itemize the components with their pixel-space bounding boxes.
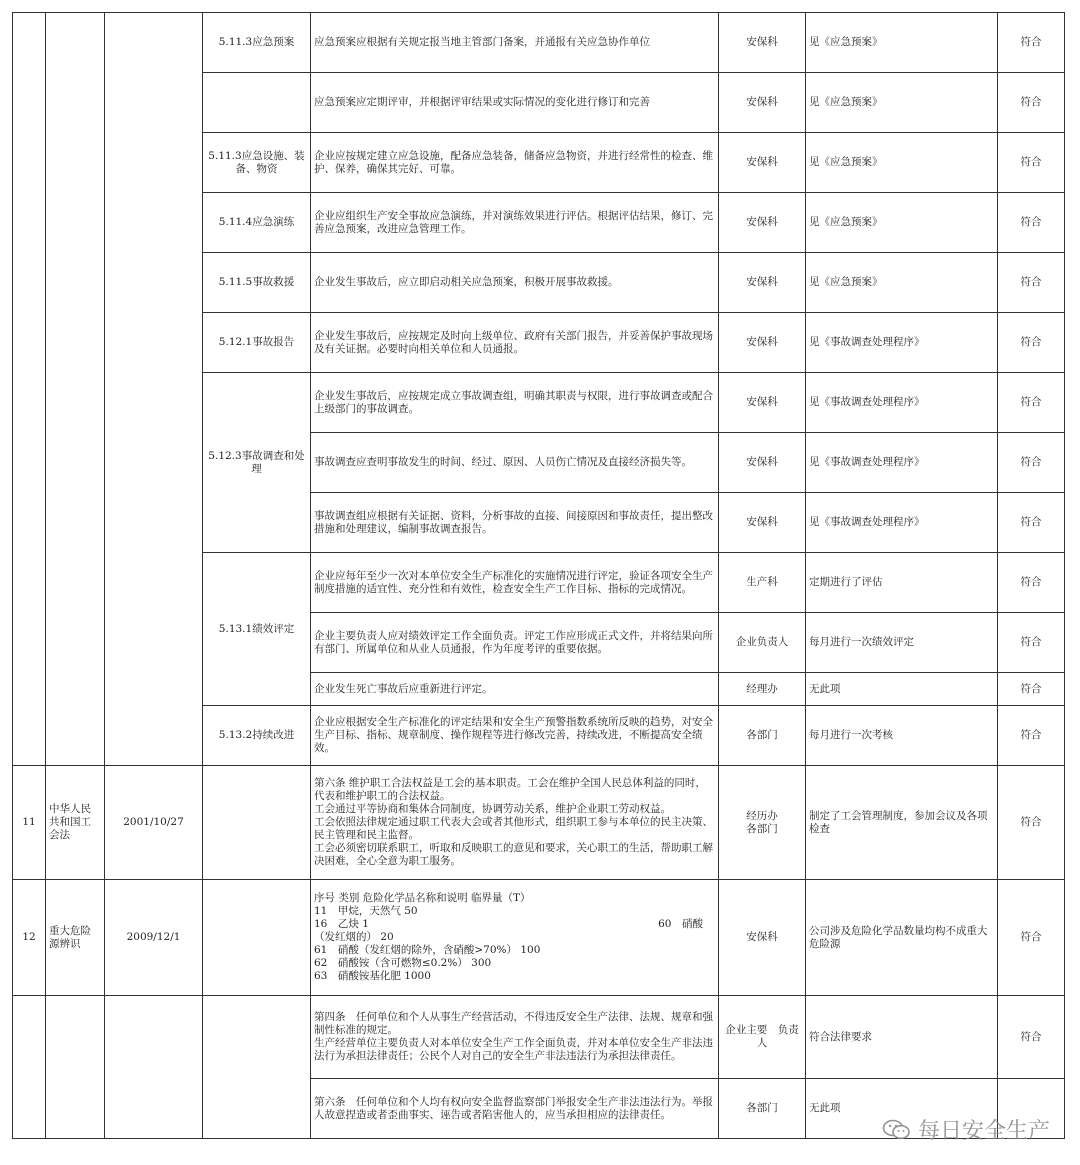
requirement-cell: 事故调查组应根据有关证据、资料，分析事故的直接、间接原因和事故责任，提出整改措施和处理建议，编制事故调查报告。 <box>311 493 719 553</box>
law-name-cell <box>46 13 105 766</box>
evidence-cell: 每月进行一次考核 <box>806 706 998 766</box>
evidence-cell: 公司涉及危险化学品数量均构不成重大危险源 <box>806 880 998 996</box>
date-cell: 2009/12/1 <box>105 880 203 996</box>
hazard-list-line: 61 硝酸（发红烟的除外，含硝酸>70%） 100 <box>314 944 541 956</box>
requirement-cell: 第六条 任何单位和个人均有权向安全监督监察部门举报安全生产非法违法行为。举报人故意捏造或者歪曲事实、诬告或者陷害他人的，应当承担相应的法律责任。 <box>311 1079 719 1139</box>
dept-cell: 安保科 <box>719 373 806 433</box>
clause-cell: 5.12.3事故调查和处理 <box>203 373 311 553</box>
clause-cell: 5.11.3应急设施、装备、物资 <box>203 133 311 193</box>
result-cell: 符合 <box>998 253 1065 313</box>
result-cell: 符合 <box>998 73 1065 133</box>
evidence-cell: 无此项 <box>806 673 998 706</box>
result-cell: 符合 <box>998 133 1065 193</box>
clause-cell: 5.13.1绩效评定 <box>203 553 311 706</box>
clause-cell: 5.11.3应急预案 <box>203 13 311 73</box>
requirement-cell: 事故调查应查明事故发生的时间、经过、原因、人员伤亡情况及直接经济损失等。 <box>311 433 719 493</box>
compliance-table <box>12 12 1065 1139</box>
requirement-cell: 应急预案应定期评审，并根据评审结果或实际情况的变化进行修订和完善 <box>311 73 719 133</box>
evidence-cell: 见《事故调查处理程序》 <box>806 313 998 373</box>
requirement-cell: 企业应每年至少一次对本单位安全生产标准化的实施情况进行评定，验证各项安全生产制度措施的适宜性、充分性和有效性，检查安全生产工作目标、指标的完成情况。 <box>311 553 719 613</box>
law-name-cell <box>46 996 105 1139</box>
dept-cell: 生产科 <box>719 553 806 613</box>
requirement-cell: 企业发生事故后，应立即启动相关应急预案，积极开展事故救援。 <box>311 253 719 313</box>
date-cell <box>105 996 203 1139</box>
clause-cell <box>203 880 311 996</box>
requirement-cell: 企业应根据安全生产标准化的评定结果和安全生产预警指数系统所反映的趋势，对安全生产目标、指标、规章制度、操作规程等进行修改完善，持续改进，不断提高安全绩效。 <box>311 706 719 766</box>
table-row <box>13 880 1065 996</box>
hazard-list-line <box>314 918 715 931</box>
dept-cell: 经理办 <box>719 673 806 706</box>
seq-cell <box>13 13 46 766</box>
requirement-cell: 企业应组织生产安全事故应急演练，并对演练效果进行评估。根据评估结果，修订、完善应急预案，改进应急管理工作。 <box>311 193 719 253</box>
requirement-cell: 企业发生事故后，应按规定成立事故调查组，明确其职责与权限，进行事故调查或配合上级部门的事故调查。 <box>311 373 719 433</box>
hazard-item: 60 硝酸 <box>658 918 703 930</box>
clause-cell <box>203 766 311 880</box>
clause-cell: 5.11.5事故救援 <box>203 253 311 313</box>
result-cell: 符合 <box>998 373 1065 433</box>
evidence-cell: 无此项 <box>806 1079 998 1139</box>
result-cell: 符合 <box>998 13 1065 73</box>
result-cell: 符合 <box>998 996 1065 1079</box>
result-cell: 符合 <box>998 766 1065 880</box>
evidence-cell: 定期进行了评估 <box>806 553 998 613</box>
watermark <box>882 1114 1050 1145</box>
table-row <box>13 996 1065 1079</box>
evidence-cell: 见《应急预案》 <box>806 73 998 133</box>
dept-cell: 安保科 <box>719 193 806 253</box>
seq-cell <box>13 996 46 1139</box>
clause-cell: 5.11.4应急演练 <box>203 193 311 253</box>
dept-cell: 安保科 <box>719 493 806 553</box>
evidence-cell: 符合法律要求 <box>806 996 998 1079</box>
dept-cell: 安保科 <box>719 253 806 313</box>
result-cell: 符合 <box>998 553 1065 613</box>
result-cell: 符合 <box>998 880 1065 996</box>
evidence-cell: 见《事故调查处理程序》 <box>806 433 998 493</box>
law-name-cell: 中华人民共和国工会法 <box>46 766 105 880</box>
result-cell: 符合 <box>998 673 1065 706</box>
law-name-cell: 重大危险源辨识 <box>46 880 105 996</box>
result-cell: 符合 <box>998 613 1065 673</box>
clause-cell: 5.12.1事故报告 <box>203 313 311 373</box>
requirement-cell: 企业应按规定建立应急设施，配备应急装备，储备应急物资，并进行经常性的检查、维护、保养，确保其完好、可靠。 <box>311 133 719 193</box>
result-cell: 符合 <box>998 493 1065 553</box>
requirement-cell: 应急预案应根据有关规定报当地主管部门备案，并通报有关应急协作单位 <box>311 13 719 73</box>
watermark-text: 每日安全生产 <box>917 1119 1050 1144</box>
hazard-list-line: 63 硝酸铵基化肥 1000 <box>314 970 431 982</box>
requirement-cell: 第六条 维护职工合法权益是工会的基本职责。工会在维护全国人民总体利益的同时，代表和维护职工的合法权益。 工会通过平等协商和集体合同制度，协调劳动关系，维护企业职工劳动权益。 工会依照法律规定通过职工代表大会或者其他形式，组织职工参与本单位的民主决策、民主管理和民主监督。 工会必须密切联系职工，听取和反映职工的意见和要求，关心职工的生活，帮助职工解决困难，全心全意为职工服务。 <box>311 766 719 880</box>
clause-cell <box>203 73 311 133</box>
result-cell: 符合 <box>998 433 1065 493</box>
dept-cell: 各部门 <box>719 1079 806 1139</box>
result-cell: 符合 <box>998 313 1065 373</box>
dept-cell: 各部门 <box>719 706 806 766</box>
dept-cell: 安保科 <box>719 313 806 373</box>
dept-cell: 安保科 <box>719 13 806 73</box>
wechat-icon <box>882 1118 912 1142</box>
hazard-list-line: 62 硝酸铵（含可燃物≤0.2%） 300 <box>314 957 492 969</box>
evidence-cell: 每月进行一次绩效评定 <box>806 613 998 673</box>
requirement-cell: 企业主要负责人应对绩效评定工作全面负责。评定工作应形成正式文件，并将结果向所有部门、所属单位和从业人员通报，作为年度考评的重要依据。 <box>311 613 719 673</box>
clause-cell <box>203 996 311 1139</box>
date-cell <box>105 13 203 766</box>
evidence-cell: 见《事故调查处理程序》 <box>806 373 998 433</box>
dept-cell: 企业主要 负责人 <box>719 996 806 1079</box>
dept-cell: 安保科 <box>719 73 806 133</box>
evidence-cell: 制定了工会管理制度，参加会议及各项检查 <box>806 766 998 880</box>
evidence-cell: 见《事故调查处理程序》 <box>806 493 998 553</box>
clause-cell: 5.13.2持续改进 <box>203 706 311 766</box>
requirement-cell: 企业发生事故后，应按规定及时向上级单位、政府有关部门报告，并妥善保护事故现场及有关证据。必要时向相关单位和人员通报。 <box>311 313 719 373</box>
table-row <box>13 13 1065 73</box>
evidence-cell: 见《应急预案》 <box>806 13 998 73</box>
result-cell: 符合 <box>998 706 1065 766</box>
evidence-cell: 见《应急预案》 <box>806 193 998 253</box>
result-cell: 符合 <box>998 193 1065 253</box>
seq-cell: 12 <box>13 880 46 996</box>
dept-cell: 安保科 <box>719 433 806 493</box>
evidence-cell: 见《应急预案》 <box>806 133 998 193</box>
dept-cell: 经历办 各部门 <box>719 766 806 880</box>
date-cell: 2001/10/27 <box>105 766 203 880</box>
hazard-item: 16 乙炔 1 <box>314 918 369 930</box>
hazard-list-line: 11 甲烷，天然气 50 <box>314 905 418 917</box>
requirement-cell <box>311 880 719 996</box>
evidence-cell: 见《应急预案》 <box>806 253 998 313</box>
dept-cell: 安保科 <box>719 133 806 193</box>
dept-cell: 安保科 <box>719 880 806 996</box>
table-row <box>13 766 1065 880</box>
requirement-cell: 企业发生死亡事故后应重新进行评定。 <box>311 673 719 706</box>
hazard-list-header: 序号 类别 危险化学品名称和说明 临界量（T） <box>314 892 531 904</box>
dept-cell: 企业负责人 <box>719 613 806 673</box>
hazard-list-line: （发红烟的） 20 <box>314 931 394 943</box>
requirement-cell: 第四条 任何单位和个人从事生产经营活动，不得违反安全生产法律、法规、规章和强制性标准的规定。 生产经营单位主要负责人对本单位安全生产工作全面负责，并对本单位安全生产非法违法行为承担法律责任；公民个人对自己的安全生产非法违法行为承担法律责任。 <box>311 996 719 1079</box>
seq-cell: 11 <box>13 766 46 880</box>
